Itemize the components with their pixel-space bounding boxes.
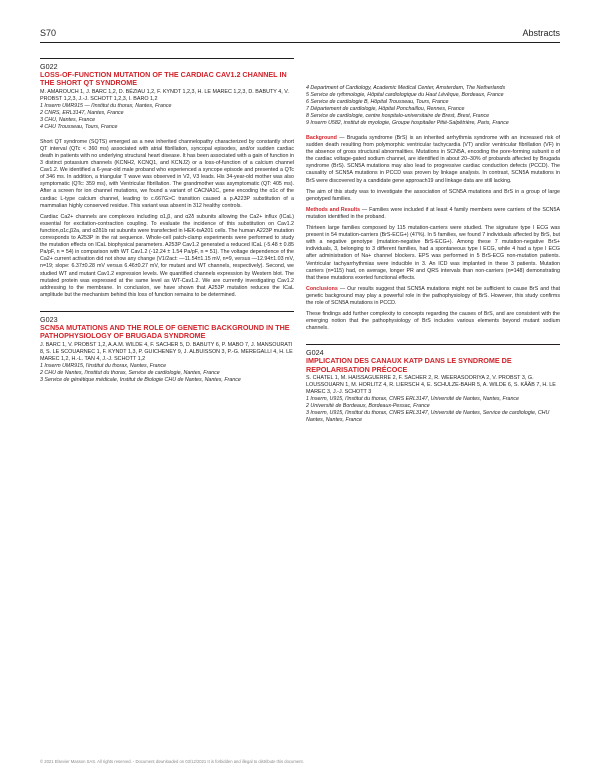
right-column <box>306 85 560 748</box>
methods-paragraph <box>306 207 560 221</box>
affiliation: 4 CHU Trousseau, Tours, France <box>40 123 118 130</box>
abstract-id: G024 <box>306 348 324 358</box>
abstract-id: G022 <box>40 62 58 71</box>
section-label-background: Background <box>306 135 337 141</box>
affiliation: 2 CHU de Nantes, l'institut du thorax, Service de cardiologie, Nantes, France <box>40 369 220 376</box>
affiliation: 3 Service de génétique médicale, Institut de Biologie CHU de Nantes, Nantes, France <box>40 376 241 383</box>
findings-paragraph: These findings add further complexity to concepts regarding the causes of BrS, and are consistent with the emerging notion that the pathophysiology of BrS includes various elements beyond mutant sodium channels. <box>306 311 560 332</box>
affiliation: 2 CNRS, ERL3147, Nantes, France <box>40 109 124 116</box>
background-paragraph <box>306 135 560 185</box>
abstract-g023 <box>40 311 294 384</box>
abstract-authors: M. AMAROUCH 1, J. BARC 1,2, D. BÉZIAU 1,2, F. KYNDT 1,2,3, H. LE MAREC 1,2,3, D. BABUTY 4, V. PROBST 1,2,3, J.-J. SCHOTT 1,2,3, I. BARO 1,2 <box>40 88 289 102</box>
abstract-paragraph: Cardiac Ca2+ channels are complexes including α1,β, and α2δ subunits allowing the Ca2+ influx (ICaL) essential for excitation-contraction coupling. To evaluate the incidence of this substitution on Cav1.2 function,α1c,β2a, and α2δ1b rat subunits were transfected in HEK-tsA201 cells. The human A223P mutation corresponds to A253P in the rat sequence. Whole-cell patch-clamp experiments were performed to study the mutation effects on ICaL biophysical parameters. A253P Cav1.2 generated a reduced ICaL (-5.48 ± 0.85 Pa/pF, n = 54) in comparison with WT Cav1.2 (-12.24 ± 1.54 Pa/pF, n = 51). The voltage dependence of the Ca2+ current activation did not show any change (V1/2act: —11.54±1.15 mV, n=9, versus —12.94±1.03 mV, n=19; slope: 6.37±0.28 mV versus 6.46±0.27 mV, for mutant and WT channels, respectively). Second, we studied WT and mutant Cav1.2 expression levels. We quantified channels expression by Western blot. The mutated protein was expressed at the same level as WT-Cav1.2. We are currently investigating Cav1.2 addressing to the membrane. In conclusion, we have shown that A253P mutation reduces the ICaL amplitude but the mechanism behind this loss of function remains to be determined. <box>40 213 294 298</box>
affiliation: 7 Département de cardiologie, Hôpital Ponchaillou, Rennes, France <box>306 106 465 112</box>
affiliation: 1 Inserm UMR915 — l'institut du thorax, Nantes, France <box>40 102 172 109</box>
affiliation: 3 CHU, Nantes, France <box>40 116 96 123</box>
abstract-affiliations-continued <box>306 85 560 127</box>
methods-text: — Families were included if at least 4 family members were carriers of the SCN5A mutation identified in the proband. <box>306 206 560 220</box>
affiliation: 1 Inserm, U915, l'institut du thorax, CNRS ERL3147, Université de Nantes, Nantes, France <box>306 396 519 403</box>
affiliation: 5 Service de rythmologie, Hôpital cardiologique du Haut Lévêque, Bordeaux, France <box>306 92 504 98</box>
results-paragraph: Thirteen large families composed by 115 mutation-carriers were studied. The signature type I ECG was present in 54 mutation-carriers (BrS-ECG+) (47%). In 5 families, we found 7 individuals affected by BrS, but with a negative genotype (mutation-negative BrS-ECG+). Among these 7 mutation-negative BrS+ individuals, 3, belonging to 3 different families, had a spontaneous type I ECG, while 4 had a type I ECG after administration of Na+ channel blockers. EPS was performed in 5 BrS-ECG non-mutation patients. Ventricular tachyarrhythmias were inducible in 3. An ICD was implanted in these 3 patients. Mutation carriers (n=115) had, on average, longer PR and QRS intervals than non-carriers (n=148) demonstrating that these mutations exerted functional effects. <box>306 225 560 281</box>
affiliation: 2 Université de Bordeaux, Bordeaux-Pessac, France <box>306 403 430 410</box>
affiliation: 1 Inserm UMR915, l'institut du thorax, Nantes, France <box>40 362 167 369</box>
aim-paragraph: The aim of this study was to investigate the association of SCN5A mutations and BrS in a group of large genotyped families. <box>306 188 560 202</box>
abstract-affiliations <box>40 363 294 384</box>
conclusions-paragraph <box>306 286 560 307</box>
abstract-title: LOSS-OF-FUNCTION MUTATION OF THE CARDIAC CAV1.2 CHANNEL IN THE SHORT QT SYNDROME <box>40 70 287 88</box>
abstract-title: IMPLICATION DES CANAUX KATP DANS LE SYNDROME DE REPOLARISATION PRÉCOCE <box>306 356 512 374</box>
affiliation: 9 Inserm U582, institut de myologie, Groupe hospitalier Pitié-Salpêtrière, Paris, France <box>306 120 509 126</box>
abstract-rule <box>306 344 560 345</box>
abstract-paragraph: Short QT syndrome (SQTS) emerged as a new inherited channelopathy characterized by constantly short QT interval (QTc < 360 ms) associated with atrial fibrillation, syncopal episodes, and/or sudden cardiac death in patients with no underlying structural heart disease. It has been associated with a gain of function in 3 distinct potassium channels (KCNH2, KCNQ1, and KCNJ2) or a loss-of-function of a calcium channel Cav1.2. We identified a 6-year-old male proband who experienced a syncope episode and presented a QTc of 346 ms. In addition, a triangular T wave was observed in V2, V3 leads. His 34-year-old mother was also symptomatic (QTc: 359 ms), with Ventricular fibrillation. The grandmother was asymptomatic (QT: 405 ms). After a screen for ion channel mutations, we found a variant of CACNA1C, gene encoding the α1c of the cardiac L-type calcium channel, leading to c.667G>C transition caused a p.A223P substitution of a mammalian highly conserved residue. This variant was absent in 312 healthy controls. <box>40 138 294 209</box>
abstract-g022 <box>40 58 294 299</box>
abstract-authors: S. CHATEL 1, M. HAISSAGUERRE 2, F. SACHER 2, R. WEERASOORIYA 2, V. PROBST 3, G. LOUSSOUARN 1, M. HORLITZ 4, R. LIERSCH 4, E. SCHULZE-BAHR 5, A. WILDE 6, S. KÄÄB 7, H. LE MAREC 3, J.-J. SCHOTT 3 <box>306 375 556 396</box>
affiliation: 6 Service de cardiologie B, Hôpital Trousseau, Tours, France <box>306 99 449 105</box>
affiliation: 4 Department of Cardiology, Academic Medical Center, Amsterdam, The Netherlands <box>306 85 506 91</box>
abstract-affiliations <box>306 396 560 424</box>
page-number: S70 <box>40 28 57 38</box>
left-column <box>40 58 294 748</box>
conclusions-text: — Our results suggest that SCN5A mutations might not be sufficient to cause BrS and that genetic background may play a powerful role in the pathophysiology of BrS. However, this study confirms the role of SCN5A mutations in PCCD. <box>306 285 560 306</box>
affiliation: 8 Service de cardiologie, centre hospitalo-universitaire de Brest, Brest, France <box>306 113 490 119</box>
affiliation: 3 Inserm, U915, l'institut du thorax, CNRS ERL3147, Université de Nantes, Service de cardiologie, CHU Nantes, Nantes, France <box>306 410 550 424</box>
abstract-g024 <box>306 344 560 424</box>
section-label-conclusions: Conclusions <box>306 285 338 292</box>
abstract-rule <box>40 58 294 59</box>
abstract-id: G023 <box>40 314 58 324</box>
header-rule <box>40 42 560 43</box>
page-header <box>40 28 560 44</box>
abstract-affiliations <box>40 103 294 131</box>
abstract-rule <box>40 311 294 312</box>
copyright-footer: © 2021 Elsevier Masson SAS. All rights reserved. - Document downloaded on 03/12/2021 It is forbidden and illegal to distribute this document. <box>40 759 304 764</box>
section-label-methods: Methods and Results <box>306 206 361 213</box>
abstract-authors: J. BARC 1, V. PROBST 1,2, A.A.M. WILDE 4, F. SACHER 5, D. BABUTY 6, P. MABO 7, J. MANSOURATI 8, S. LE SCOUARNEC 1, F. KYNDT 1,3, P. GUICHENEY 9, J. ALBUISSON 3, P.-G. MEREGALLI 4, H. LE MAREC 1,2, H.-L. TAN 4, J.-J. SCHOTT 1,2 <box>40 341 293 362</box>
background-text: — Brugada syndrome (BrS) is an inherited arrhythmia syndrome with an increased risk of sudden death resulting from polymorphic ventricular tachycardia (VT) and/or ventricular fibrillation (VF) in the absence of gross structural abnormalities. Mutations in SCN5A, encoding the pore-forming subunit α of the cardiac voltage-gated sodium channel, are identified in about 20–30% of probands affected by Brugada syndrome (BrS). SCN5A mutations may also lead to progressive cardiac conduction defects (PCCD). The causality of SCN5A mutations in PCCD was proven by linkage analysis. In contrast, SCN5A mutations in BrS were discovered by a candidate gene approach19 and linkage data are still lacking. <box>306 135 560 184</box>
abstract-title: SCN5A MUTATIONS AND THE ROLE OF GENETIC BACKGROUND IN THE PATHOPHYSIOLOGY OF BRUGADA SYNDROME <box>40 322 290 341</box>
section-title: Abstracts <box>522 28 560 38</box>
